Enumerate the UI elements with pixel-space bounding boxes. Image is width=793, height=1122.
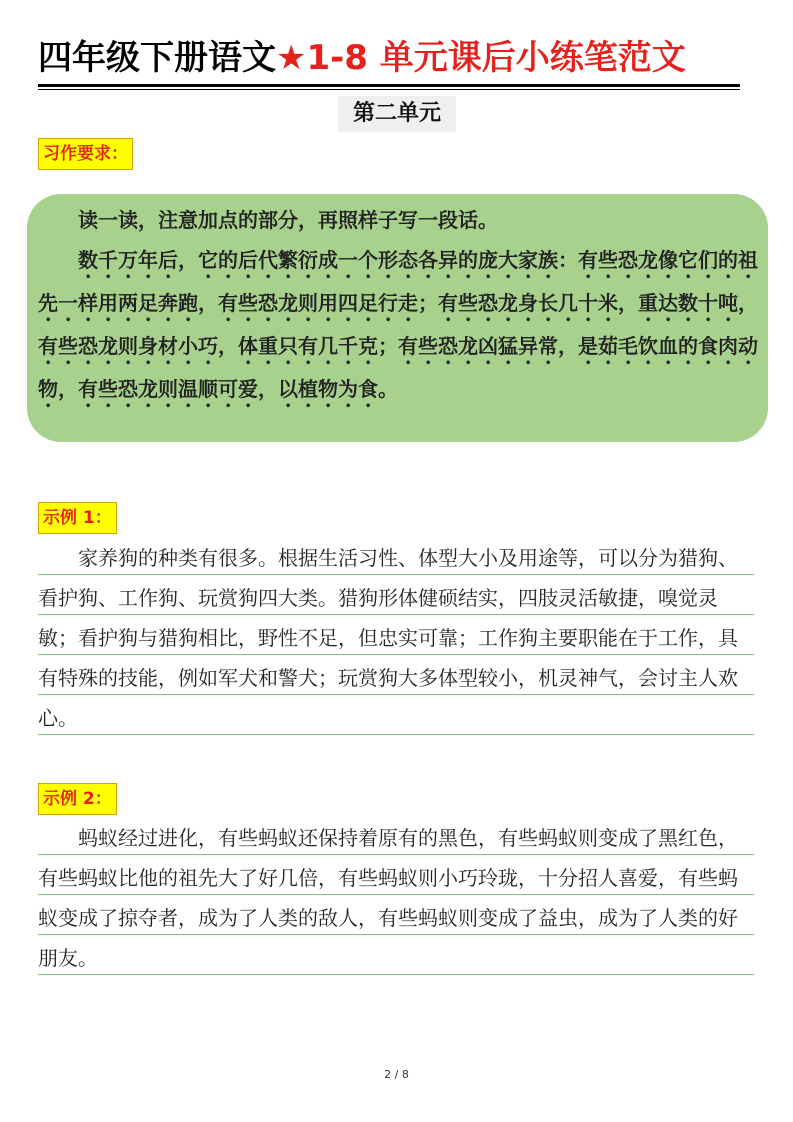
passage-body: 数千万年后，它的后代繁衍成一个形态各异的庞大家族：有些恐龙像它们的祖先一样用两足奔跑，有些恐龙则用四足行走；有些恐龙身长几十米，重达数十吨，有些恐龙则身材小巧，体重只有几千克；有些恐龙凶猛异常，是茹毛饮血的食肉动物，有些恐龙则温顺可爱，以植物为食 [38,248,758,401]
title-grade: 四年级下册语文 [38,38,276,78]
title-rule-thick [38,84,740,87]
title-rule-thin [38,89,740,90]
requirement-passage [38,240,760,412]
page-number: 2 / 8 [384,1068,409,1081]
requirement-instruction: 读一读，注意加点的部分，再照样子写一段话。 [78,208,498,232]
example2-paragraph: 蚂蚁经过进化，有些蚂蚁还保持着原有的黑色，有些蚂蚁则变成了黑红色，有些蚂蚁比他的祖先大了好几倍，有些蚂蚁则小巧玲珑，十分招人喜爱，有些蚂蚁变成了掠夺者，成为了人类的敌人，有些蚂蚁则变成了益虫，成为了人类的好朋友。 [38,826,738,970]
passage-end: 。 [378,377,398,401]
example1-tag: 示例 1： [38,502,117,534]
example1-paragraph: 家养狗的种类有很多。根据生活习性、体型大小及用途等，可以分为猎狗、看护狗、工作狗、玩赏狗四大类。猎狗形体健硕结实，四肢灵活敏捷，嗅觉灵敏；看护狗与猎狗相比，野性不足，但忠实可靠；工作狗主要职能在于工作，具有特殊的技能，例如军犬和警犬；玩赏狗大多体型较小，机灵神气，会讨主人欢心。 [38,546,738,730]
example2-text [38,818,754,978]
requirement-text [38,200,760,412]
title-subject: ★1-8 单元课后小练笔范文 [276,38,686,78]
requirement-tag: 习作要求： [38,138,133,170]
example1-text [38,538,754,738]
example2-tag: 示例 2： [38,783,117,815]
unit-heading: 第二单元 [338,96,456,132]
document-title [38,36,748,80]
